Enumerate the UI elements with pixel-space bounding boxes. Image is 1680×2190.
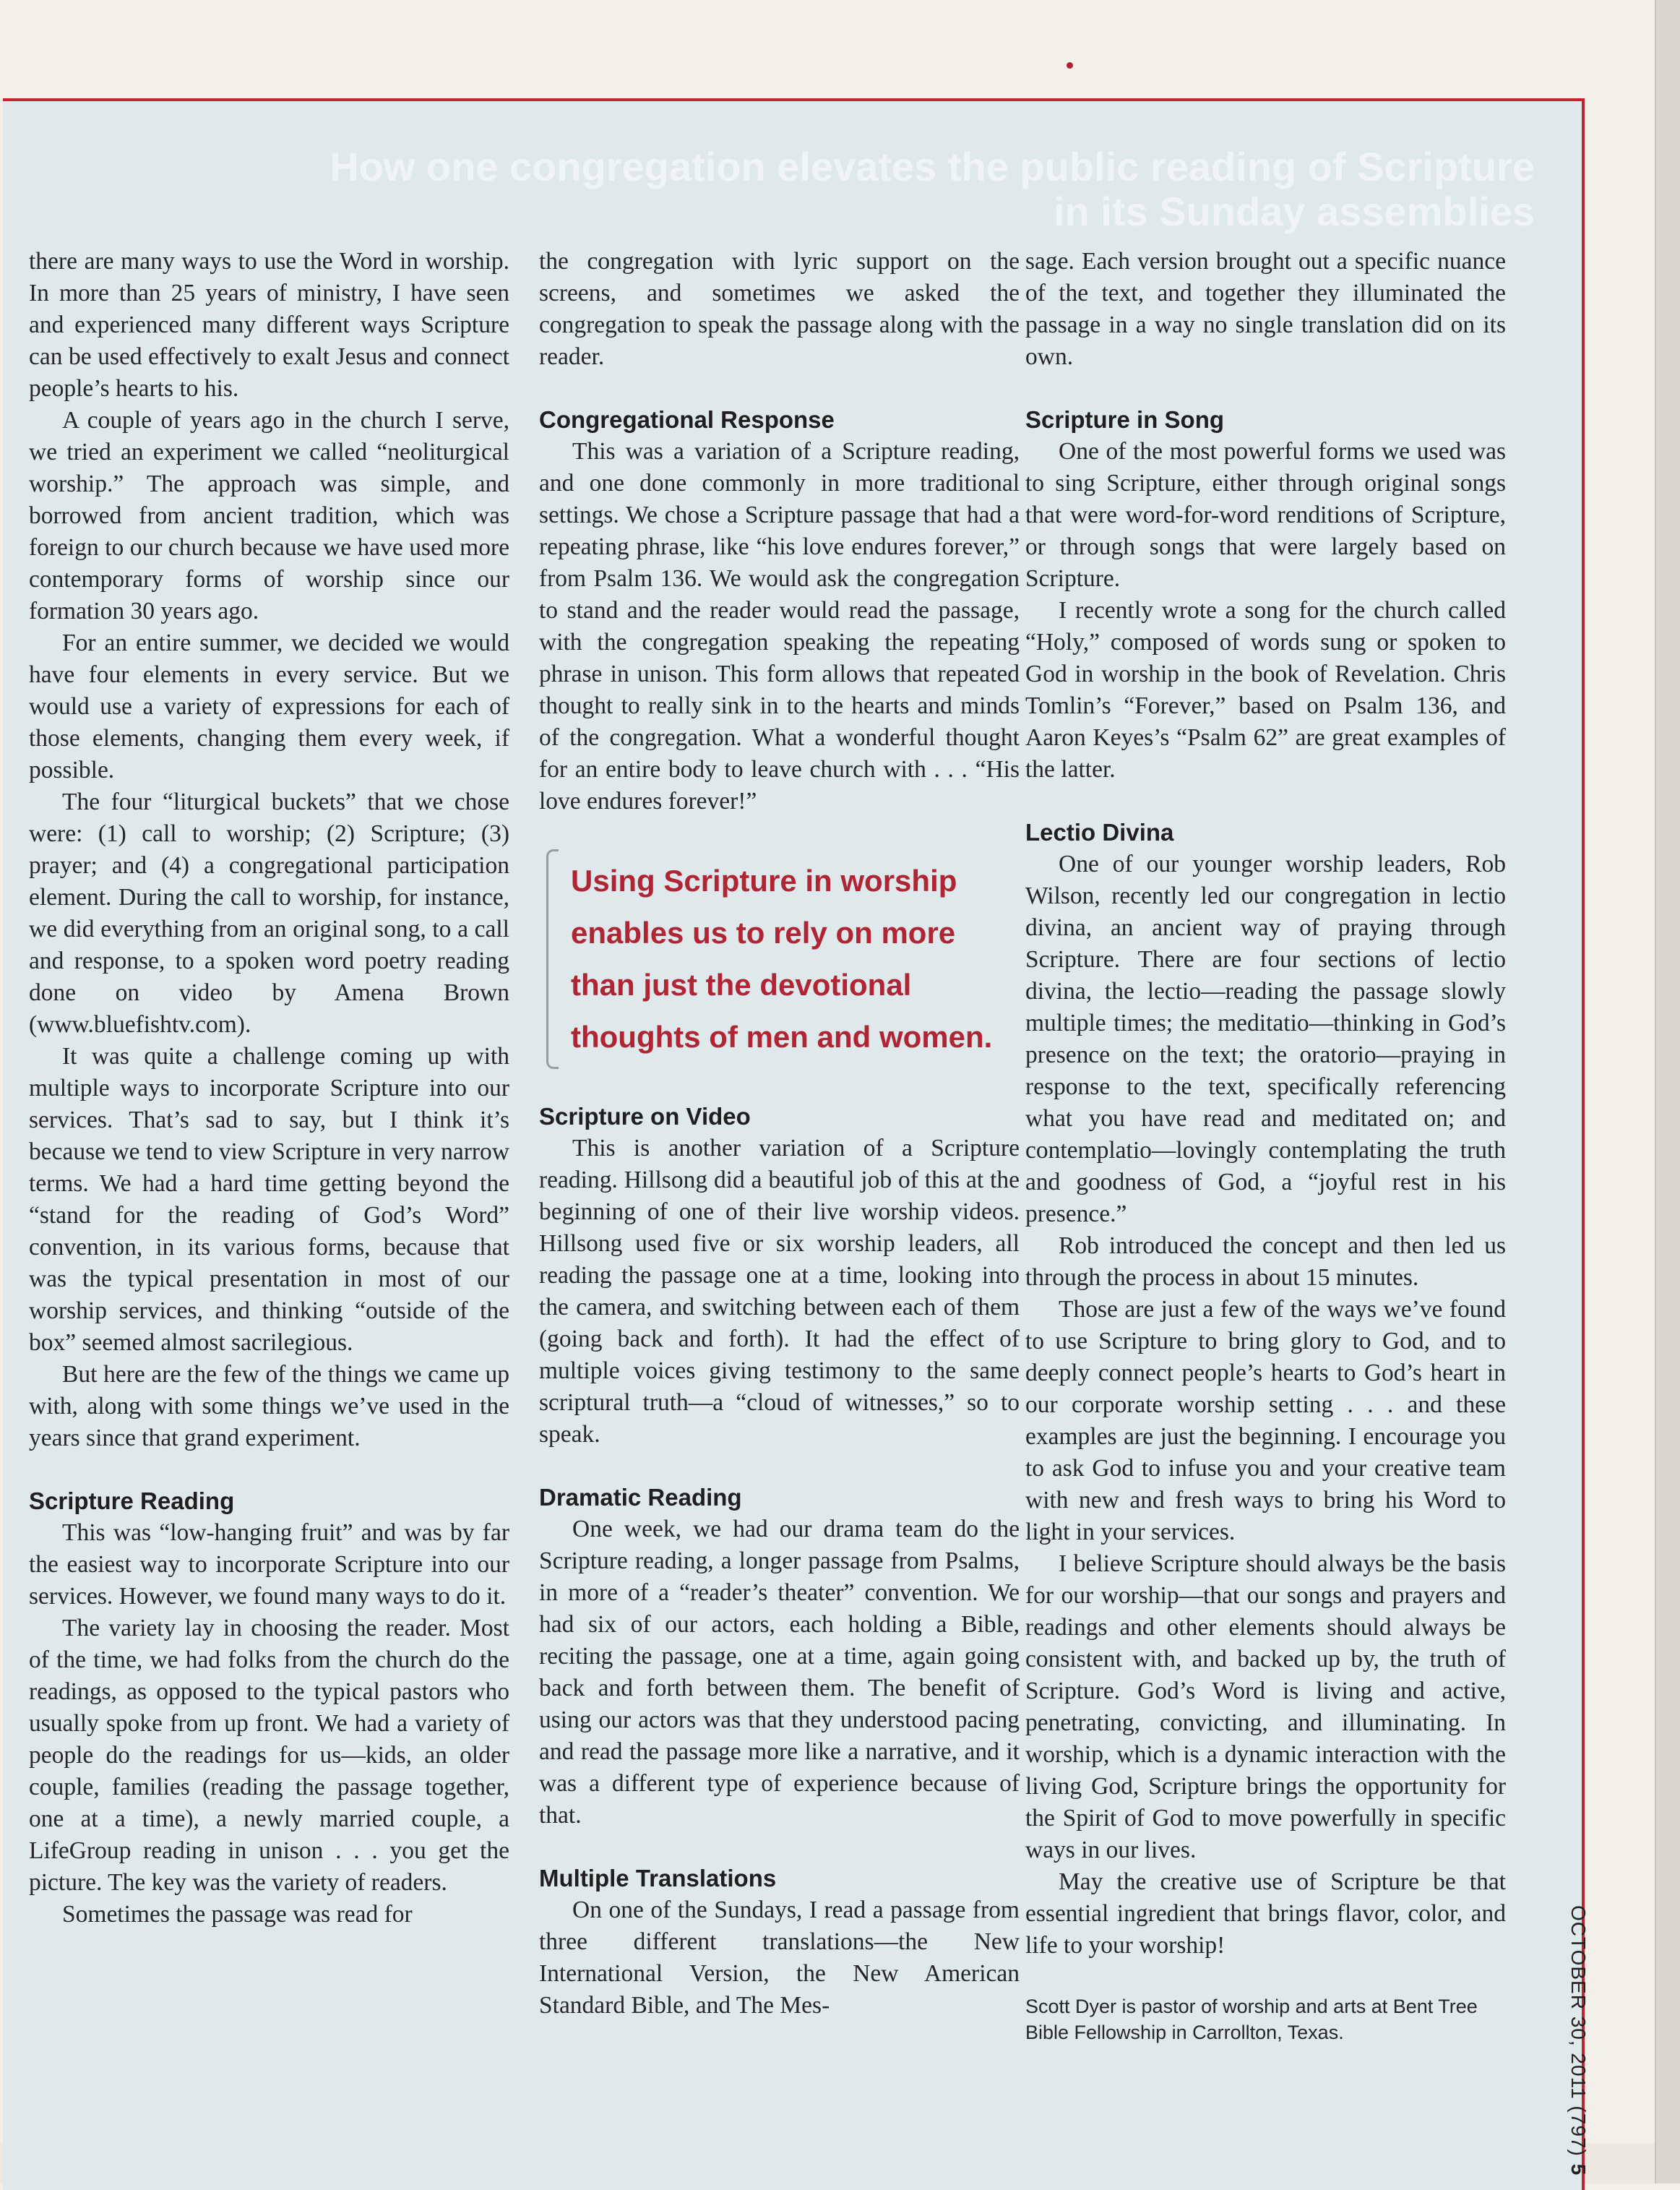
article-column-3 — [1025, 246, 1506, 2045]
article-column-1 — [29, 246, 509, 1931]
body-paragraph: sage. Each version brought out a specific nuance of the text, and together they illuminated the passage in a way no single translation did on its own. — [1025, 248, 1506, 370]
body-paragraph: One week, we had our drama team do the Scripture reading, a longer passage from Psalms, in more of a “reader’s theater” convention. We had six of our actors, each holding a Bible, reciting the passage, one at a time, again going back and forth between them. The benefit of using our actors was that they understood pacing and read the passage more like a narrative, and it was a different type of experience because of that. — [539, 1516, 1020, 1829]
article-frame — [3, 98, 1585, 2190]
section-heading: Multiple Translations — [539, 1865, 777, 1891]
section-heading: Scripture on Video — [539, 1103, 751, 1130]
decorative-dot — [1067, 62, 1073, 69]
section-heading: Lectio Divina — [1025, 819, 1174, 846]
body-paragraph: The four “liturgical buckets” that we chose were: (1) call to worship; (2) Scripture; (3) prayer; and (4) a congregational participation element. During the call to worship, for instance, we did everything from an original song, to a call and response, to a spoken word poetry reading done on video by Amena Brown (www.bluefishtv.com). — [29, 789, 509, 1038]
pull-quote-text: Using Scripture in worship enables us to rely on more than just the devotional thoughts of men and women. — [571, 864, 993, 1054]
body-paragraph: I recently wrote a song for the church called “Holy,” composed of words sung or spoken to God in worship in the book of Revelation. Chris Tomlin’s “Forever,” based on Psalm 136, and Aaron Keyes’s “Psalm 62” are great examples of the latter. — [1025, 597, 1506, 783]
author-bio: Scott Dyer is pastor of worship and arts at Bent Tree Bible Fellowship in Carrollton, Texas. — [1025, 1996, 1478, 2043]
body-paragraph: the congregation with lyric support on the screens, and sometimes we asked the congregation to speak the passage along with the reader. — [539, 248, 1020, 370]
section-heading: Scripture Reading — [29, 1487, 235, 1514]
page-number: 5 — [1567, 2163, 1590, 2176]
body-paragraph: On one of the Sundays, I read a passage from three different translations—the New International Version, the New American Standard Bible, and The Mes- — [539, 1897, 1020, 2019]
section-heading: Dramatic Reading — [539, 1484, 742, 1511]
body-paragraph: But here are the few of the things we came up with, along with some things we’ve used in the years since that grand experiment. — [29, 1361, 509, 1451]
body-paragraph: It was quite a challenge coming up with multiple ways to incorporate Scripture into our services. That’s sad to say, but I think it’s because we tend to view Scripture in very narrow terms. We had a hard time getting beyond the “stand for the reading of God’s Word” convention, in its various forms, because that was the typical presentation in most of our worship services, and thinking “outside of the box” seemed almost sacrilegious. — [29, 1043, 509, 1356]
section-heading: Scripture in Song — [1025, 406, 1225, 433]
page-binding-edge — [1655, 0, 1680, 2183]
body-paragraph: One of the most powerful forms we used was to sing Scripture, either through original songs that were word-for-word renditions of Scripture, or through songs that were largely based on Scripture. — [1025, 438, 1506, 592]
body-paragraph: Rob introduced the concept and then led us through the process in about 15 minutes. — [1025, 1232, 1506, 1291]
body-paragraph: This was “low-hanging fruit” and was by far the easiest way to incorporate Scripture into our services. However, we found many ways to do it. — [29, 1519, 509, 1610]
body-paragraph: A couple of years ago in the church I serve, we tried an experiment we called “neoliturgical worship.” The approach was simple, and borrowed from ancient tradition, which was foreign to our church because we have used more contemporary forms of worship since our formation 30 years ago. — [29, 407, 509, 624]
body-paragraph: Those are just a few of the ways we’ve found to use Scripture to bring glory to God, and to deeply connect people’s hearts to God’s heart in our corporate worship setting . . . and these examples are just the beginning. I encourage you to ask God to infuse you and your creative team with new and fresh ways to bring his Word to light in your services. — [1025, 1296, 1506, 1545]
pull-quote — [546, 849, 1020, 1069]
body-paragraph: I believe Scripture should always be the basis for our worship—that our songs and prayers and readings and other elements should always be consistent with, and backed up by, the truth of Scripture. God’s Word is living and active, penetrating, convicting, and illuminating. In worship, which is a dynamic interaction with the living God, Scripture brings the opportunity for the Spirit of God to move powerfully in specific ways in our lives. — [1025, 1550, 1506, 1863]
folio-date: OCTOBER 30, 2011 (797) — [1567, 1905, 1590, 2157]
body-paragraph: This is another variation of a Scripture reading. Hillsong did a beautiful job of this at the beginning of one of their live worship videos. Hillsong used five or six worship leaders, all reading the passage one at a time, looking into the camera, and switching between each of them (going back and forth). It had the effect of multiple voices giving testimony to the same scriptural truth—a “cloud of witnesses,” so to speak. — [539, 1135, 1020, 1448]
body-paragraph: The variety lay in choosing the reader. Most of the time, we had folks from the church do the readings, as opposed to the typical pastors who usually spoke from up front. We had a variety of people do the readings for us—kids, an older couple, families (reading the passage together, one at a time), a newly married couple, a LifeGroup reading in unison . . . you get the picture. The key was the variety of readers. — [29, 1615, 509, 1896]
body-paragraph: This was a variation of a Scripture reading, and one done commonly in more traditional settings. We chose a Scripture passage that had a repeating phrase, like “his love endures forever,” from Psalm 136. We would ask the congregation to stand and the reader would read the passage, with the congregation speaking the repeating phrase in unison. This form allows that repeated thought to really sink in to the hearts and minds of the congregation. What a wonderful thought for an entire body to leave church with . . . “His love endures forever!” — [539, 438, 1020, 815]
faded-banner-line-2: in its Sunday assemblies — [1053, 189, 1535, 234]
pull-quote-bracket — [546, 849, 559, 1069]
body-paragraph: May the creative use of Scripture be that essential ingredient that brings flavor, color, and life to your worship! — [1025, 1868, 1506, 1959]
body-paragraph: Sometimes the passage was read for — [62, 1901, 413, 1928]
page-folio — [1567, 1905, 1590, 2176]
body-paragraph: there are many ways to use the Word in worship. In more than 25 years of ministry, I have seen and experienced many different ways Scripture can be used effectively to exalt Jesus and connect people’s hearts to his. — [29, 248, 509, 402]
faded-banner — [90, 145, 1535, 234]
faded-banner-line-1: How one congregation elevates the public reading of Scripture — [329, 144, 1535, 189]
body-paragraph: One of our younger worship leaders, Rob Wilson, recently led our congregation in lectio divina, an ancient way of praying through Scripture. There are four sections of lectio divina, the lectio—reading the passage slowly multiple times; the meditatio—thinking in God’s presence on the text; the oratorio—praying in response to the text, specifically referencing what you have read and meditated on; and contemplatio—lovingly contemplating the truth and goodness of God, a “joyful rest in his presence.” — [1025, 851, 1506, 1227]
article-column-2 — [539, 246, 1020, 2022]
body-paragraph: For an entire summer, we decided we would have four elements in every service. But we would use a variety of expressions for each of those elements, changing them every week, if possible. — [29, 630, 509, 783]
section-heading: Congregational Response — [539, 406, 835, 433]
